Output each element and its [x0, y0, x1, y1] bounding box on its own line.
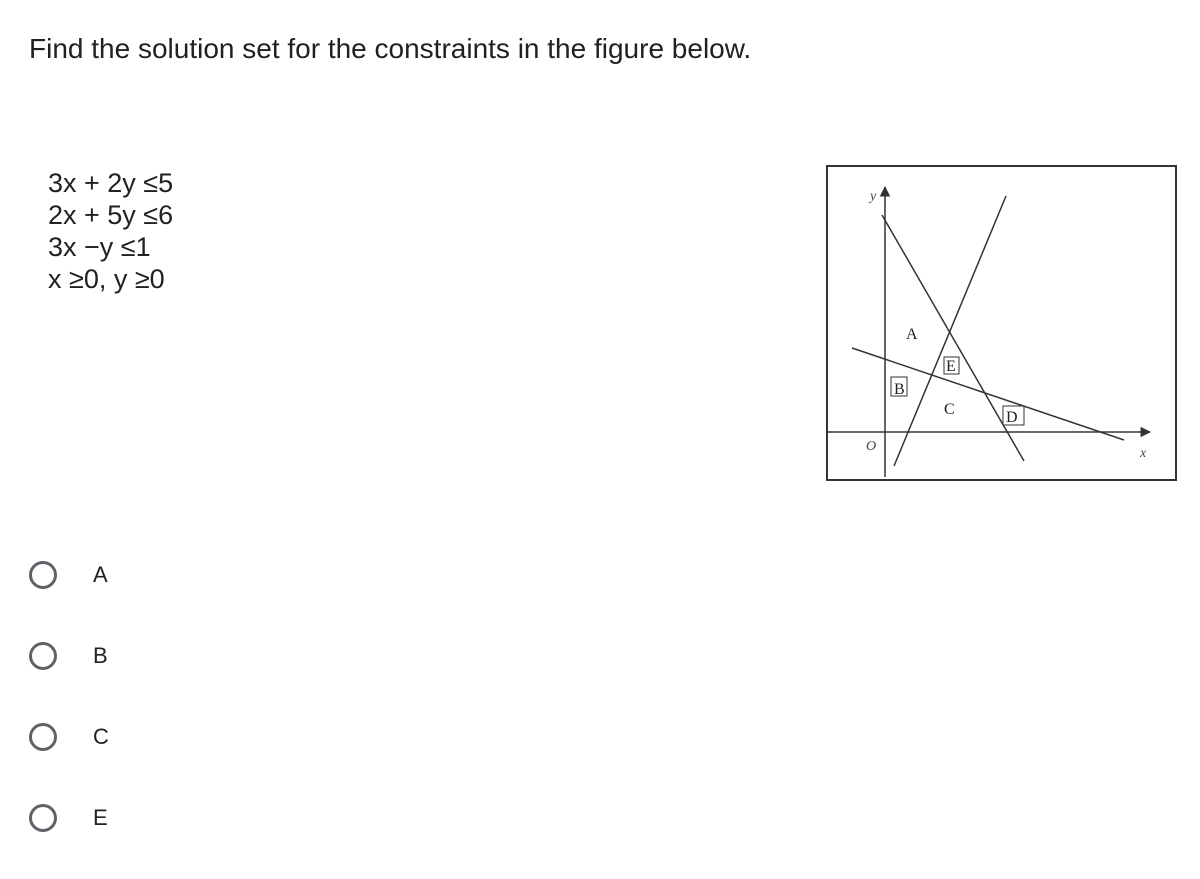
- option-b[interactable]: [29, 636, 109, 676]
- x-axis-label: x: [1140, 446, 1147, 461]
- radio-button[interactable]: [29, 804, 57, 832]
- radio-button[interactable]: [29, 723, 57, 751]
- region-label-d: D: [1006, 409, 1018, 426]
- radio-button[interactable]: [29, 561, 57, 589]
- constraint-2: 2x + 5y ≤6: [48, 200, 174, 230]
- question-title: Find the solution set for the constraints in the figure below.: [29, 33, 752, 64]
- radio-button[interactable]: [29, 642, 57, 670]
- answer-options: [29, 555, 109, 879]
- y-axis-label: y: [870, 189, 877, 204]
- option-label: A: [93, 562, 108, 587]
- origin-label: O: [866, 439, 877, 454]
- region-label-e: E: [946, 358, 956, 375]
- region-label-a: A: [906, 326, 918, 343]
- constraints-list: [48, 167, 173, 295]
- figure-frame: [827, 166, 1176, 480]
- option-a[interactable]: [29, 555, 109, 595]
- region-label-c: C: [944, 401, 955, 418]
- constraint-figure: [826, 165, 1177, 481]
- constraint-3: 3x −y ≤1: [48, 232, 151, 262]
- figure-svg: [826, 165, 1177, 481]
- option-c[interactable]: [29, 717, 109, 757]
- region-label-b: B: [894, 381, 905, 398]
- option-label: B: [93, 643, 108, 668]
- option-label: E: [93, 805, 108, 830]
- constraint-1: 3x + 2y ≤5: [48, 168, 174, 198]
- option-e[interactable]: [29, 798, 109, 838]
- constraint-4: x ≥0, y ≥0: [48, 264, 165, 294]
- option-label: C: [93, 724, 109, 749]
